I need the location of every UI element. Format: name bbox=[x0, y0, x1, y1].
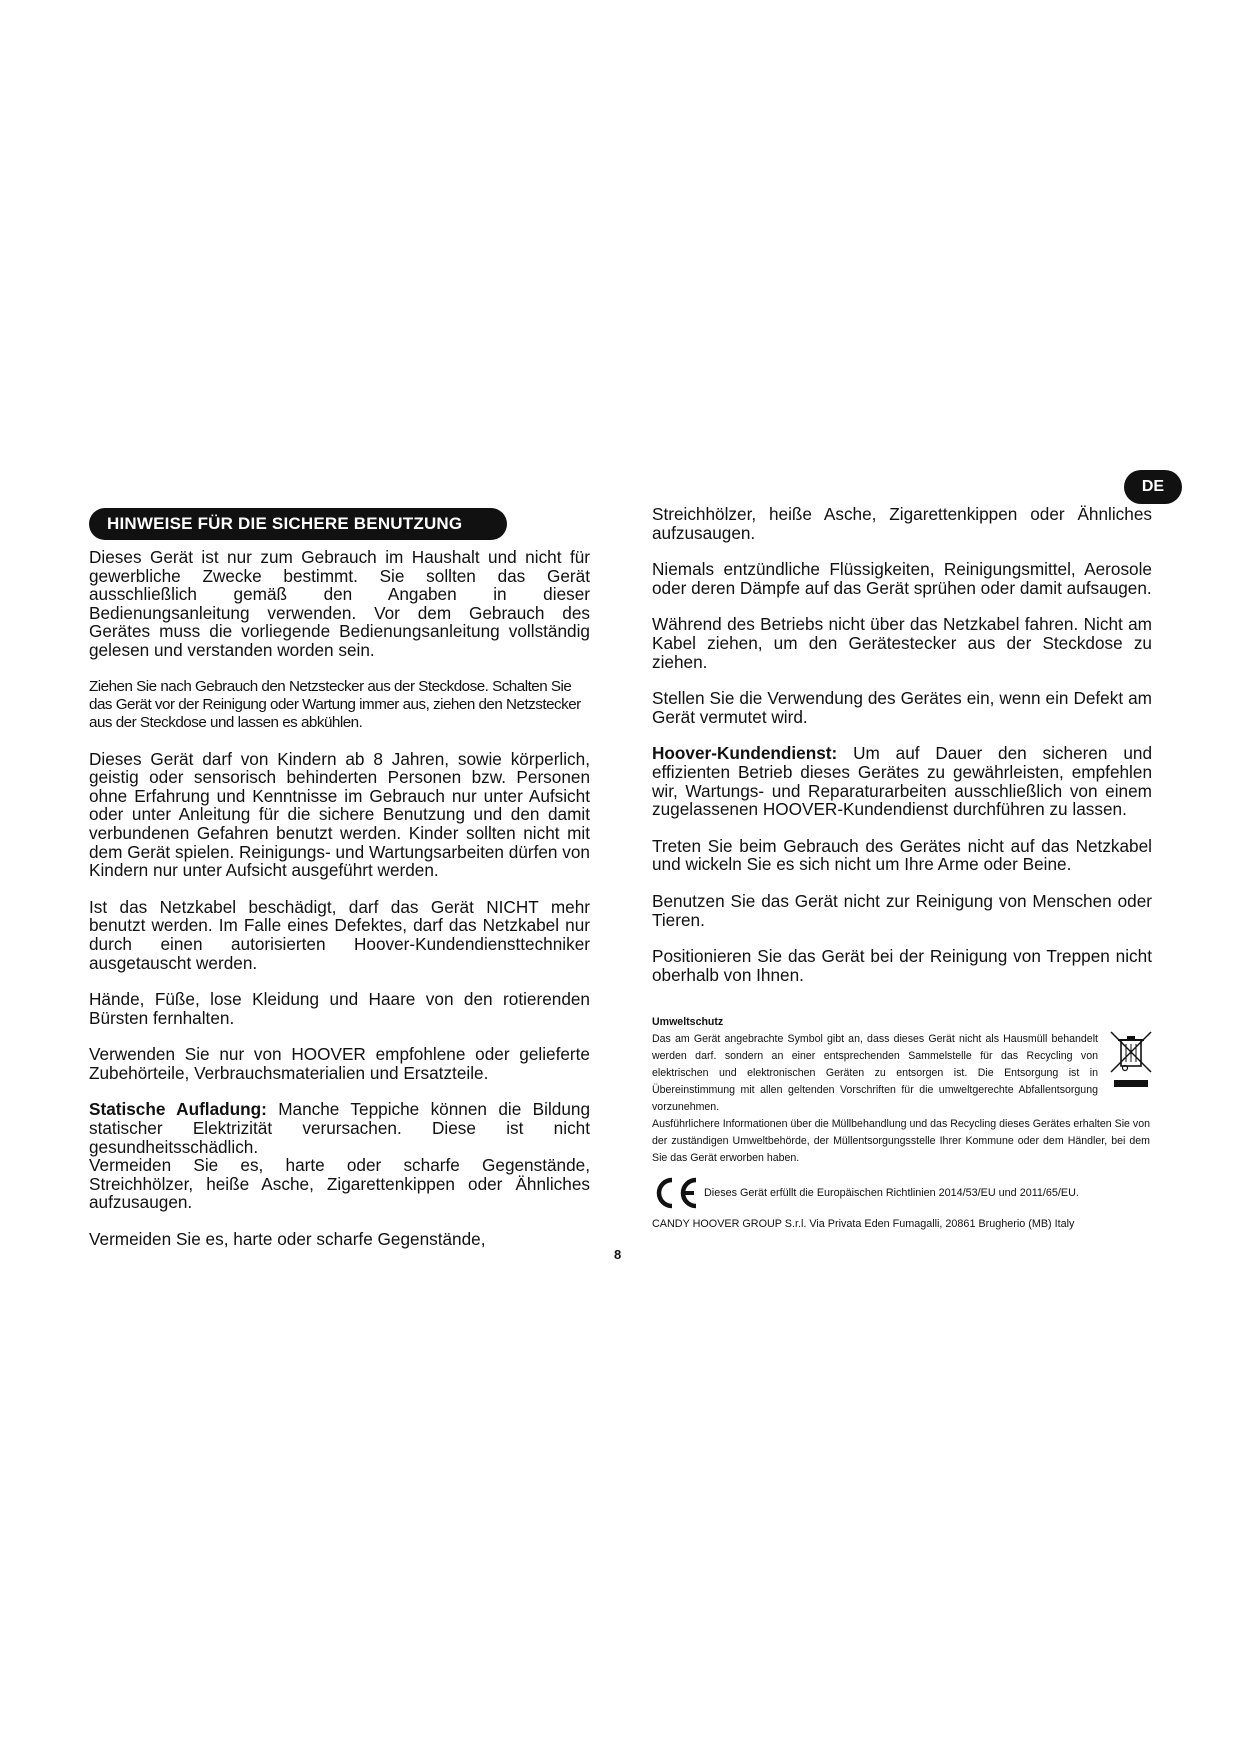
section-heading-text: HINWEISE FÜR DIE SICHERE BENUTZUNG bbox=[107, 514, 463, 533]
section-heading bbox=[89, 508, 507, 540]
paragraph-matches: Streichhölzer, heiße Asche, Zigarettenkippen oder Ähnliches aufzusaugen. bbox=[652, 504, 1152, 543]
paragraph-power-cord: Ist das Netzkabel beschädigt, darf das Gerät NICHT mehr benutzt werden. Im Falle eines Defektes, darf das Netzkabel nur durch einen autorisierten Hoover-Kundendiensttechniker ausgetauscht werden. bbox=[89, 896, 590, 973]
paragraph-avoid-objects-repeat: Vermeiden Sie es, harte oder scharfe Gegenstände, bbox=[89, 1229, 486, 1250]
static-label: Statische Aufladung: bbox=[89, 1099, 267, 1120]
paragraph-flammable: Niemals entzündliche Flüssigkeiten, Reinigungsmittel, Aerosole oder deren Dämpfe auf das Gerät sprühen oder damit aufsaugen. bbox=[652, 559, 1152, 598]
ce-compliance-text: Dieses Gerät erfüllt die Europäischen Richtlinien 2014/53/EU und 2011/65/EU. bbox=[704, 1187, 1079, 1199]
language-badge: DE bbox=[1124, 470, 1182, 504]
paragraph-cable: Während des Betriebs nicht über das Netzkabel fahren. Nicht am Kabel ziehen, um den Gerätestecker aus der Steckdose zu ziehen. bbox=[652, 614, 1152, 672]
ce-row bbox=[652, 1176, 1152, 1210]
paragraph-children: Dieses Gerät darf von Kindern ab 8 Jahren, sowie körperlich, geistig oder sensorisch behinderten Personen bzw. Personen ohne Erfahrung und Kenntnisse im Gebrauch nur unter Aufsicht oder unter Anleitung für die sichere Benutzung und den damit verbundenen Gefahren benutzt werden. Kinder sollten nicht mit dem Gerät spielen. Reinigungs- und Wartungsarbeiten dürfen von Kindern nur unter Aufsicht ausgeführt werden. bbox=[89, 748, 590, 881]
crossed-out-bin-icon bbox=[1109, 1030, 1153, 1090]
paragraph-service bbox=[652, 744, 1152, 818]
service-label: Hoover-Kundendienst: bbox=[652, 743, 838, 764]
company-address: CANDY HOOVER GROUP S.r.l. Via Privata Eden Fumagalli, 20861 Brugherio (MB) Italy bbox=[652, 1218, 1075, 1230]
environment-text-2: Ausführlichere Informationen über die Müllbehandlung und das Recycling dieses Gerätes erhalten Sie von der zuständigen Umweltbehörde, der Müllentsorgungsstelle Ihrer Kommune oder dem Händler, bei dem Sie das Gerät erworben haben. bbox=[652, 1118, 1150, 1164]
service-text: Um auf Dauer den sicheren und effizienten Betrieb dieses Gerätes zu gewährleisten, empfehlen wir, Wartungs- und Reparaturarbeiten ausschließlich von einem zugelassenen HOOVER-Kundendienst durchführen zu lassen. bbox=[652, 743, 1152, 820]
paragraph-household-use: Dieses Gerät ist nur zum Gebrauch im Haushalt und nicht für gewerbliche Zwecke bestimmt. Sie sollten das Gerät ausschließlich gemäß den Angaben in dieser Bedienungsanleitung verwenden. Vor dem Gebrauch des Gerätes muss die vorliegende Bedienungsanleitung vollständig gelesen und verstanden worden sein. bbox=[89, 547, 590, 660]
environment-section bbox=[652, 1014, 1150, 1167]
paragraph-accessories: Verwenden Sie nur von HOOVER empfohlene oder gelieferte Zubehörteile, Verbrauchsmaterialien und Ersatzteile. bbox=[89, 1044, 590, 1083]
environment-text-1: Das am Gerät angebrachte Symbol gibt an, dass dieses Gerät nicht als Hausmüll behandelt werden darf. sondern an einer entsprechenden Sammelstelle für das Recycling von elektrischen und elektronischen Geräten zu entsorgen ist. Die Entsorgung ist in Übereinstimmung mit allen geltenden Vorschriften für die umweltgerechte Abfallentsorgung vorzunehmen. bbox=[652, 1033, 1098, 1113]
paragraph-brushes: Hände, Füße, lose Kleidung und Haare von den rotierenden Bürsten fernhalten. bbox=[89, 989, 590, 1028]
paragraph-step-cable: Treten Sie beim Gebrauch des Gerätes nicht auf das Netzkabel und wickeln Sie es sich nicht um Ihre Arme oder Beine. bbox=[652, 835, 1152, 875]
paragraph-defect: Stellen Sie die Verwendung des Gerätes ein, wenn ein Defekt am Gerät vermutet wird. bbox=[652, 688, 1152, 727]
paragraph-people-animals: Benutzen Sie das Gerät nicht zur Reinigung von Menschen oder Tieren. bbox=[652, 890, 1152, 930]
paragraph-unplug: Ziehen Sie nach Gebrauch den Netzstecker aus der Steckdose. Schalten Sie das Gerät vor der Reinigung oder Wartung immer aus, ziehen den Netzstecker aus der Steckdose und lassen es abkühlen. bbox=[89, 677, 581, 731]
left-column bbox=[89, 548, 590, 1249]
paragraph-static bbox=[89, 1100, 590, 1156]
paragraph-avoid-objects: Vermeiden Sie es, harte oder scharfe Gegenstände, Streichhölzer, heiße Asche, Zigarettenkippen oder Ähnliches aufzusaugen. bbox=[89, 1155, 590, 1213]
paragraph-stairs: Positionieren Sie das Gerät bei der Reinigung von Treppen nicht oberhalb von Ihnen. bbox=[652, 946, 1152, 985]
ce-mark-icon bbox=[652, 1176, 702, 1210]
static-text: Manche Teppiche können die Bildung statischer Elektrizität verursachen. Diese ist nicht gesundheitsschädlich. bbox=[89, 1099, 590, 1157]
page-number: 8 bbox=[614, 1247, 622, 1262]
right-column bbox=[652, 505, 1152, 984]
environment-title: Umweltschutz bbox=[652, 1016, 724, 1028]
